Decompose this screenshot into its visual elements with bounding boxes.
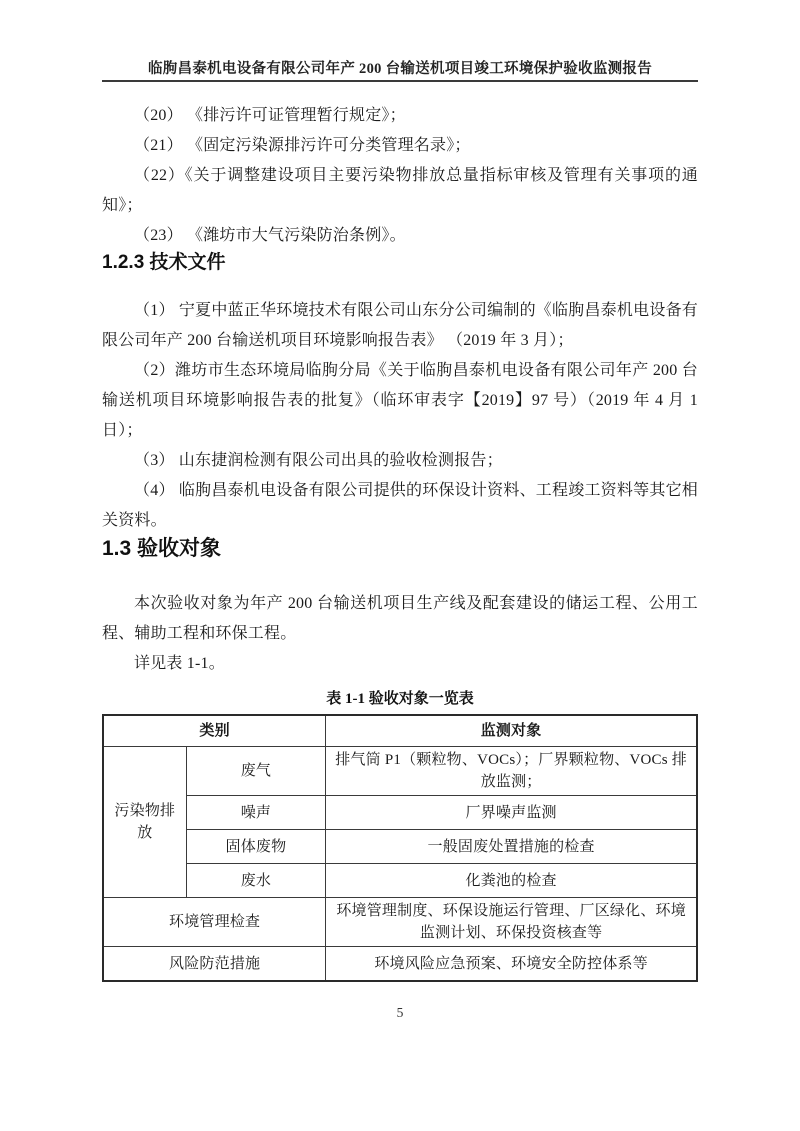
cell-type-waste-gas: 废气	[186, 747, 326, 796]
cell-target-waste-gas: 排气筒 P1（颗粒物、VOCs）；厂界颗粒物、VOCs 排放监测；	[326, 747, 697, 796]
cell-target-waste-water: 化粪池的检查	[326, 864, 697, 898]
cell-type-waste-water: 废水	[186, 864, 326, 898]
tech-doc-paragraph: （2）潍坊市生态环境局临朐分局《关于临朐昌泰机电设备有限公司年产 200 台输送机项目环境影响报告表的批复》（临环审表字【2019】97 号）（2019 年 4 月 1 日）；	[102, 362, 698, 439]
table-row	[103, 864, 697, 898]
cell-pollutant-group: 污染物排放	[103, 747, 186, 898]
cell-category-env-management: 环境管理检查	[103, 898, 326, 947]
page-content	[102, 0, 698, 1022]
table-row	[103, 898, 697, 947]
acceptance-table	[102, 714, 698, 982]
cell-target-env-management: 环境管理制度、环保设施运行管理、厂区绿化、环境监测计划、环保投资核查等	[326, 898, 697, 947]
cell-category-risk-prevention: 风险防范措施	[103, 947, 326, 982]
regulation-item: （22）《关于调整建设项目主要污染物排放总量指标审核及管理有关事项的通知》；	[102, 167, 698, 214]
table-row	[103, 830, 697, 864]
tech-doc-paragraph: （4） 临朐昌泰机电设备有限公司提供的环保设计资料、工程竣工资料等其它相关资料。	[102, 482, 698, 529]
page-number: 5	[396, 1005, 404, 1020]
cell-target-risk-prevention: 环境风险应急预案、环境安全防控体系等	[326, 947, 697, 982]
section-heading-technical-documents: 1.2.3 技术文件	[102, 252, 226, 273]
table-header-row	[103, 715, 697, 747]
body-paragraph: 本次验收对象为年产 200 台输送机项目生产线及配套建设的储运工程、公用工程、辅助工程和环保工程。	[102, 595, 698, 642]
regulation-item: （20） 《排污许可证管理暂行规定》；	[134, 107, 406, 124]
acceptance-target-body	[102, 589, 698, 679]
report-header	[102, 58, 698, 82]
body-paragraph: 详见表 1-1。	[134, 655, 225, 672]
tech-doc-paragraph: （3） 山东捷润检测有限公司出具的验收检测报告；	[134, 452, 503, 469]
cell-type-noise: 噪声	[186, 796, 326, 830]
cell-target-solid-waste: 一般固废处置措施的检查	[326, 830, 697, 864]
table-title: 表 1-1 验收对象一览表	[326, 691, 474, 707]
cell-target-noise: 厂界噪声监测	[326, 796, 697, 830]
cell-type-solid-waste: 固体废物	[186, 830, 326, 864]
table-header-target: 监测对象	[326, 715, 697, 747]
table-row	[103, 796, 697, 830]
regulation-item: （23） 《潍坊市大气污染防治条例》。	[134, 227, 406, 244]
regulation-list	[102, 101, 698, 251]
tech-doc-paragraph: （1） 宁夏中蓝正华环境技术有限公司山东分公司编制的《临朐昌泰机电设备有限公司年产 200 台输送机项目环境影响报告表》 （2019 年 3 月）；	[102, 302, 698, 349]
table-row	[103, 747, 697, 796]
section-heading-acceptance-target: 1.3 验收对象	[102, 537, 222, 560]
table-header-category: 类别	[103, 715, 326, 747]
regulation-item: （21） 《固定污染源排污许可分类管理名录》；	[134, 137, 471, 154]
table-row	[103, 947, 697, 982]
technical-documents-body	[102, 296, 698, 536]
report-header-title: 临朐昌泰机电设备有限公司年产 200 台输送机项目竣工环境保护验收监测报告	[147, 61, 653, 77]
